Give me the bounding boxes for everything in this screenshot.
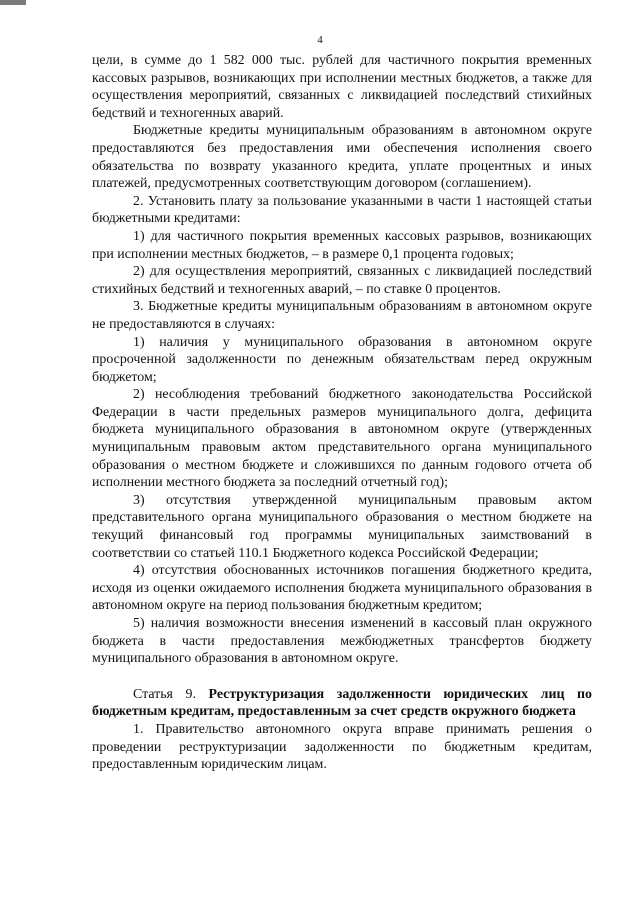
list-item: 2) несоблюдения требований бюджетного законодательства Российской Федерации в части предельных размеров муниципального долга, дефицита бюджета муниципального образования в автономном округе (утвержденных муниципальным правовым актом представительного органа муниципального образования о местном бюджете и сложившихся по данным годового отчета об исполнении местного бюджета за последний отчетный год);: [92, 387, 592, 491]
paragraph: Бюджетные кредиты муниципальным образованиям в автономном округе предоставляются без предоставления ими обеспечения исполнения своего обязательства по возврату указанного кредита, уплате процентных и иных платежей, предусмотренных соответствующим договором (соглашением).: [92, 123, 592, 192]
list-item: 3) отсутствия утвержденной муниципальным правовым актом представительного органа муниципального образования о местном бюджете на текущий финансовый год программы муниципальных заимствований в соответствии со статьей 110.1 Бюджетного кодекса Российской Федерации;: [92, 492, 592, 561]
list-item: 1) наличия у муниципального образования в автономном округе просроченной задолженности по денежным обязательствам перед окружным бюджетом;: [92, 334, 592, 385]
article-heading: [92, 686, 592, 721]
article-paragraph: 1. Правительство автономного округа вправе принимать решения о проведении реструктуризации задолженности по бюджетным кредитам, предоставленным юридическим лицам.: [92, 721, 592, 773]
paragraph-continuation: цели, в сумме до 1 582 000 тыс. рублей для частичного покрытия временных кассовых разрывов, возникающих при исполнении местных бюджетов, а также для осуществления мероприятий, связанных с ликвидацией последствий стихийных бедствий и техногенных аварий.: [92, 53, 592, 121]
list-item: 5) наличия возможности внесения изменений в кассовый план окружного бюджета в части предоставления межбюджетных трансфертов бюджету муниципального образования в автономном округе.: [92, 616, 592, 667]
article-number: Статья 9.: [133, 686, 196, 702]
page-number: 4: [317, 34, 323, 46]
paragraph-part-3: 3. Бюджетные кредиты муниципальным образованиям в автономном округе не предоставляются в случаях:: [92, 299, 592, 332]
paragraph-part-2: 2. Установить плату за пользование указанными в части 1 настоящей статьи бюджетными кредитами:: [92, 193, 592, 227]
list-item: 4) отсутствия обоснованных источников погашения бюджетного кредита, исходя из оценки ожидаемого исполнения бюджета муниципального образования в автономном округе на период пользования бюджетным кредитом;: [92, 563, 592, 614]
scan-edge-mark: [0, 0, 26, 5]
document-body: [92, 52, 592, 774]
article-title: Реструктуризация задолженности юридических лиц по бюджетным кредитам, предоставленным за счет средств окружного бюджета: [92, 686, 592, 720]
list-item: 1) для частичного покрытия временных кассовых разрывов, возникающих при исполнении местных бюджетов, – в размере 0,1 процента годовых;: [92, 228, 592, 262]
list-item: 2) для осуществления мероприятий, связанных с ликвидацией последствий стихийных бедствий и техногенных аварий, – по ставке 0 процентов.: [92, 264, 592, 297]
